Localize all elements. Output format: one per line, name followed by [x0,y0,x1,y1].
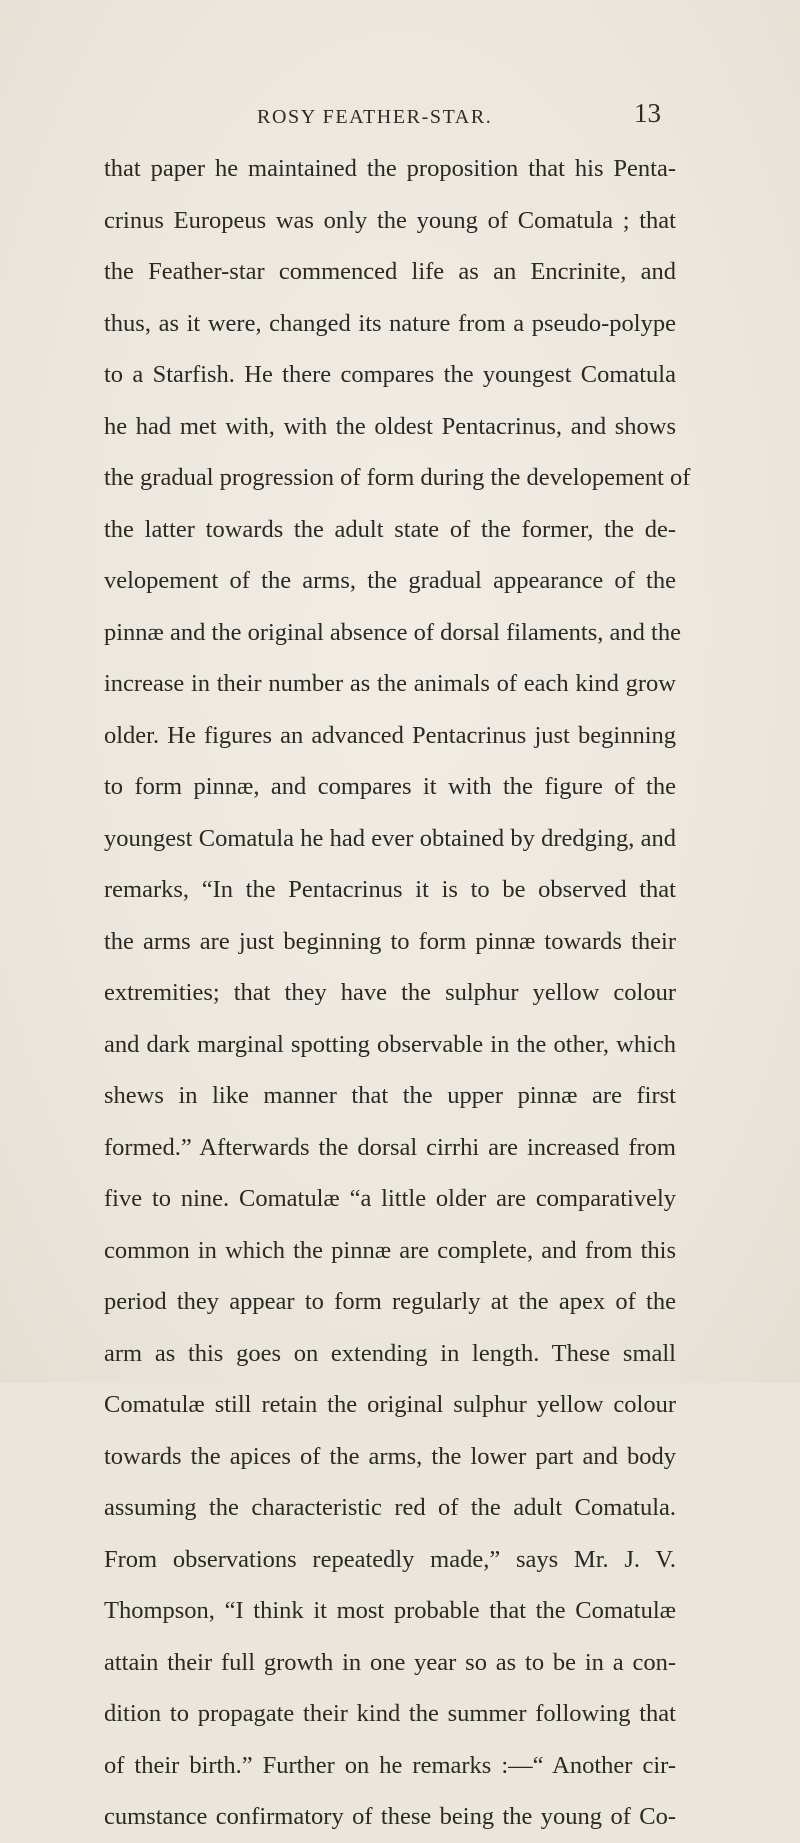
text-line: extremities; that they have the sulphur yellow colour [104,979,676,1006]
text-line: formed.” Afterwards the dorsal cirrhi are increased from [104,1133,676,1161]
body-text [104,143,691,1843]
text-line: crinus Europeus was only the young of Comatula ; that [104,206,676,234]
text-line: thus, as it were, changed its nature from a pseudo-polype [104,309,676,337]
text-line: towards the apices of the arms, the lower part and body [104,1442,676,1470]
text-line: he had met with, with the oldest Pentacrinus, and shows [104,412,676,440]
text-line: arm as this goes on extending in length. These small [104,1339,676,1367]
text-line: Thompson, “I think it most probable that the Comatulæ [104,1597,676,1624]
text-line: cumstance confirmatory of these being the young of Co- [104,1803,676,1830]
text-line: common in which the pinnæ are complete, and from this [104,1236,676,1264]
text-line: shews in like manner that the upper pinnæ are first [104,1082,676,1109]
text-line: dition to propagate their kind the summer following that [104,1700,676,1727]
text-line: period they appear to form regularly at the apex of the [104,1288,676,1315]
text-line: remarks, “In the Pentacrinus it is to be observed that [104,876,676,903]
text-line: the Feather-star commenced life as an Encrinite, and [104,258,676,285]
text-line: older. He figures an advanced Pentacrinus just beginning [104,721,676,749]
text-line: the latter towards the adult state of the former, the de- [104,515,676,543]
text-line: the arms are just beginning to form pinnæ towards their [104,927,676,955]
page-number: 13 [634,98,661,128]
text-line: youngest Comatula he had ever obtained by dredging, and [104,824,676,852]
running-head: ROSY FEATHER-STAR. [257,106,493,128]
text-line: that paper he maintained the proposition that his Penta- [104,155,676,182]
text-line: to a Starfish. He there compares the youngest Comatula [104,361,676,388]
text-line: attain their full growth in one year so as to be in a con- [104,1648,676,1676]
page-header [0,98,800,146]
text-line: five to nine. Comatulæ “a little older are comparatively [104,1185,676,1212]
text-line: the gradual progression of form during the developement of [104,464,691,491]
text-line: increase in their number as the animals of each kind grow [104,670,676,697]
text-line: assuming the characteristic red of the adult Comatula. [104,1494,676,1521]
text-line: velopement of the arms, the gradual appearance of the [104,567,676,594]
text-line: Comatulæ still retain the original sulphur yellow colour [104,1391,676,1418]
text-line: From observations repeatedly made,” says Mr. J. V. [104,1545,676,1573]
text-line: to form pinnæ, and compares it with the figure of the [104,773,676,800]
text-line: and dark marginal spotting observable in the other, which [104,1030,676,1058]
text-line: of their birth.” Further on he remarks :—“ Another cir- [104,1751,676,1779]
text-line: pinnæ and the original absence of dorsal filaments, and the [104,618,681,646]
